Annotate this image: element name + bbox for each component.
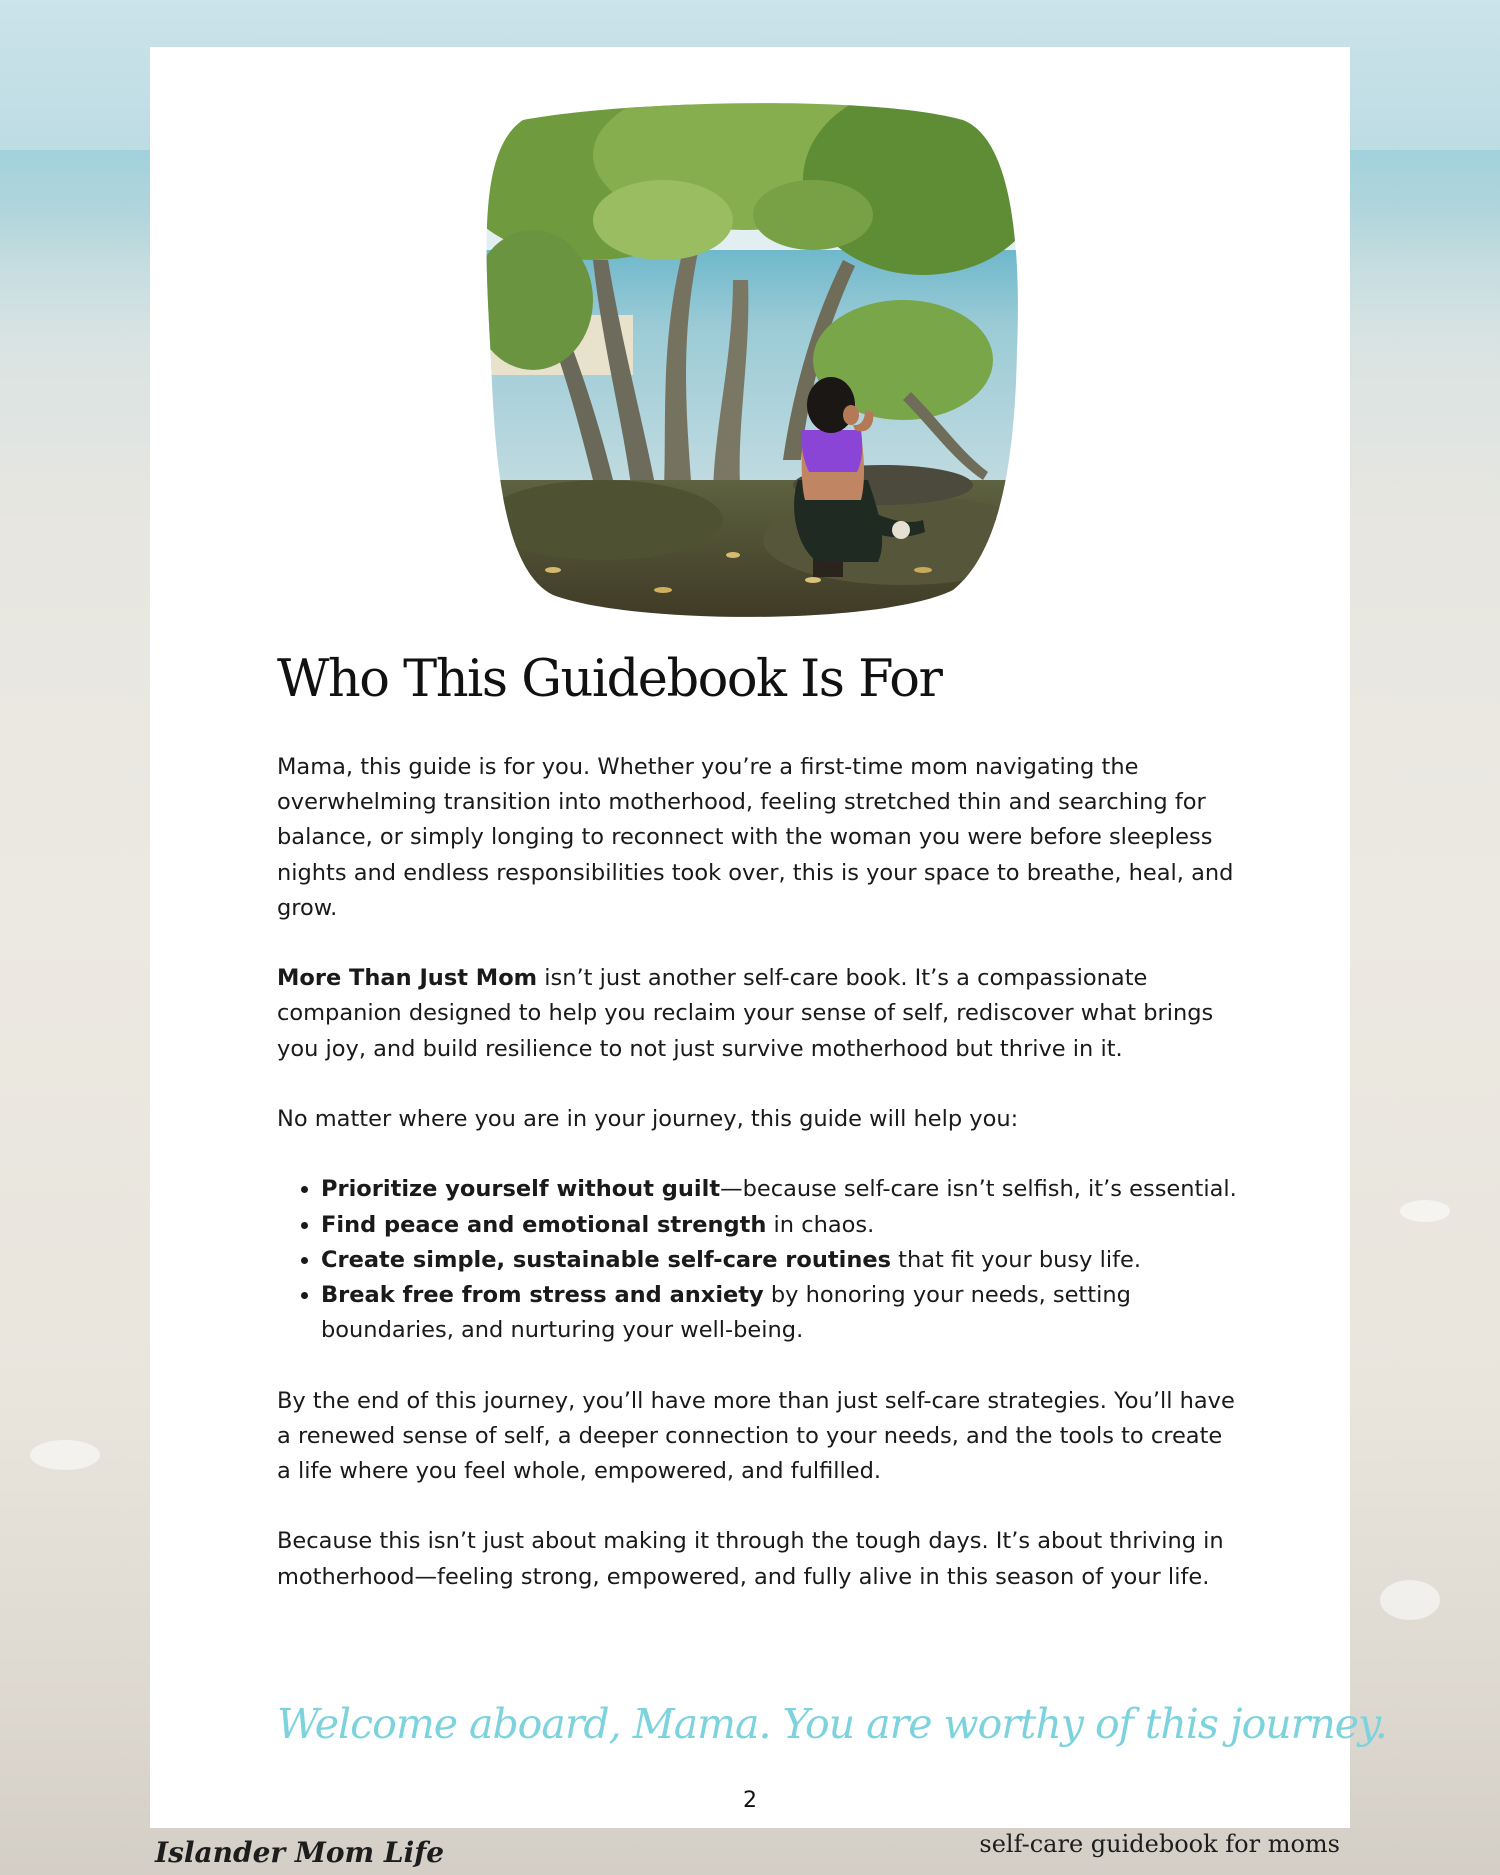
page-title: Who This Guidebook Is For: [277, 650, 942, 709]
book-description: isn’t just another self-care book. It’s a compassionate companion designed to help you reclaim your sense of self, rediscover what brings you joy, and build resilience to not just survive motherhood but thrive in it.: [277, 965, 1214, 1062]
benefit-bold: Find peace and emotional strength: [321, 1211, 767, 1238]
closing-paragraph: Because this isn’t just about making it through the tough days. It’s about thriving in motherhood—feeling strong, empowered, and fully alive in this season of your life.: [277, 1528, 1224, 1590]
benefit-bold: Create simple, sustainable self-care routines: [321, 1246, 891, 1273]
list-item: [321, 1243, 1237, 1278]
benefits-list: [277, 1172, 1237, 1348]
page-number: 2: [743, 1788, 757, 1813]
book-title: More Than Just Mom: [277, 965, 538, 992]
book-paragraph: [277, 961, 1237, 1067]
welcome-script-line: Welcome aboard, Mama. You are worthy of this journey.: [277, 1700, 1387, 1748]
background-sand-speck: [30, 1440, 100, 1470]
benefit-bold: Prioritize yourself without guilt: [321, 1176, 721, 1203]
benefit-rest: in chaos.: [766, 1211, 875, 1238]
benefit-bold: Break free from stress and anxiety: [321, 1282, 764, 1308]
background-sand-speck: [1380, 1580, 1440, 1620]
cover-photo: [483, 100, 1018, 620]
brand-signature: Islander Mom Life: [155, 1836, 445, 1869]
intro-paragraph: Mama, this guide is for you. Whether you’re a first-time mom navigating the overwhelming transition into motherhood, feeling stretched thin and searching for balance, or simply longing to reconnect with the woman you were before sleepless nights and endless responsibilities took over, this is your space to breathe, heal, and grow.: [277, 754, 1234, 921]
body-text: [277, 750, 1237, 1630]
list-item: [321, 1172, 1237, 1207]
benefit-rest: —because self-care isn’t selfish, it’s essential.: [720, 1176, 1237, 1203]
photo-woman-under-trees: [483, 100, 1018, 620]
list-item: [321, 1278, 1237, 1348]
footer-tagline: self-care guidebook for moms: [979, 1830, 1340, 1858]
outcome-paragraph: By the end of this journey, you’ll have more than just self-care strategies. You’ll have a renewed sense of self, a deeper connection to your needs, and the tools to create a life where you feel whole, empowered, and fulfilled.: [277, 1387, 1235, 1484]
list-item: [321, 1208, 1237, 1243]
benefit-rest: by honoring your needs, setting boundaries, and nurturing your well-being.: [321, 1282, 1131, 1344]
benefit-rest: that fit your busy life.: [891, 1246, 1142, 1273]
background-sand-speck: [1400, 1200, 1450, 1222]
list-intro-paragraph: No matter where you are in your journey, this guide will help you:: [277, 1106, 1019, 1132]
